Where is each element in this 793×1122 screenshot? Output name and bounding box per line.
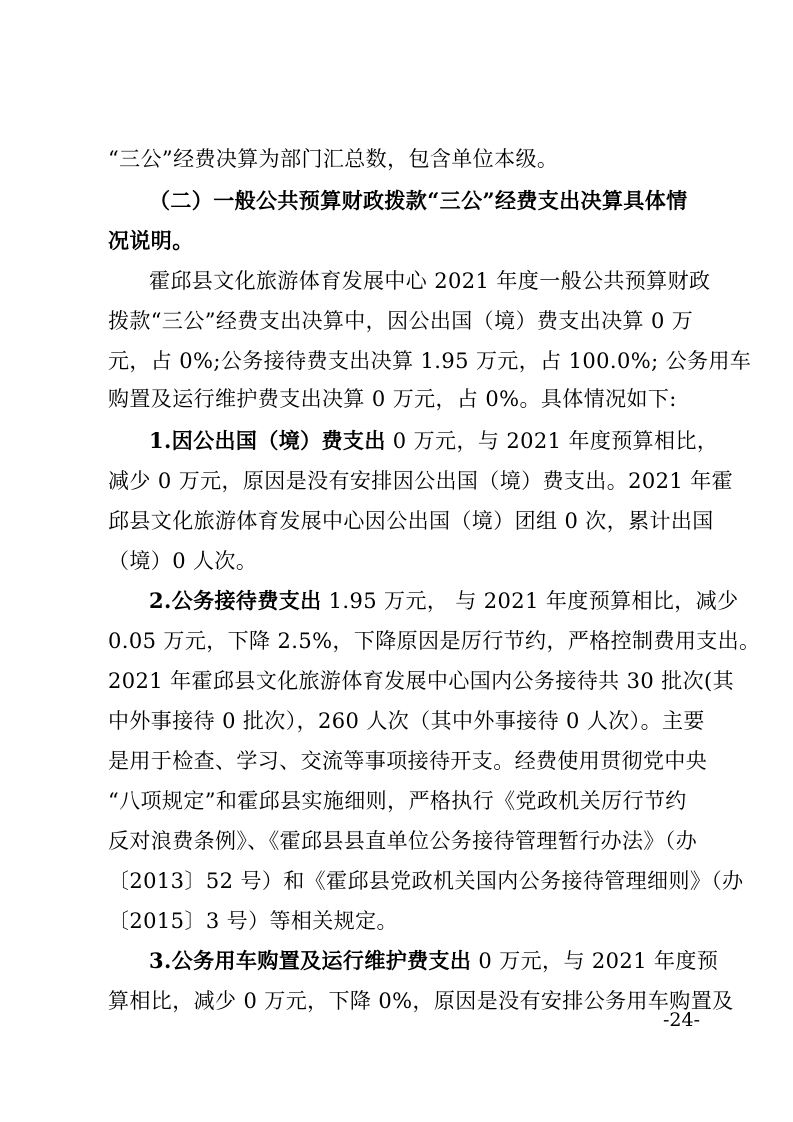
paragraph-line — [108, 986, 734, 1016]
text-span: 算相比，减少 0 万元，下降 0%，原因是没有安排公务用车购置及 — [108, 989, 734, 1013]
section-heading-line — [108, 226, 688, 256]
paragraph-line — [149, 426, 719, 456]
section-heading-line — [149, 186, 688, 216]
text-span: 中外事接待 0 批次），260 人次（其中外事接待 0 人次）。主要 — [108, 709, 705, 733]
heading-span: （二）一般公共预算财政拨款“三公”经费支出决算具体情 — [149, 188, 688, 213]
paragraph-line — [108, 144, 688, 174]
paragraph-line — [108, 546, 688, 576]
text-span: 邱县文化旅游体育发展中心因公出国（境）团组 0 次，累计出国 — [108, 509, 714, 533]
item-heading-span: 1.因公出国（境）费支出 — [149, 428, 386, 453]
text-span: （境）0 人次。 — [108, 549, 258, 573]
text-span: 0.05 万元，下降 2.5%，下降原因是厉行节约，严格控制费用支出。 — [108, 629, 761, 653]
text-span: 霍邱县文化旅游体育发展中心 2021 年度一般公共预算财政 — [149, 269, 711, 293]
paragraph-line — [108, 906, 688, 936]
paragraph-line — [108, 706, 705, 736]
paragraph-line — [108, 746, 708, 776]
text-span: 反对浪费条例》、《霍邱县县直单位公务接待管理暂行办法》（办 — [108, 829, 698, 853]
text-span: 〔2015〕3 号）等相关规定。 — [108, 909, 398, 933]
text-span: 1.95 万元， 与 2021 年度预算相比，减少 — [321, 589, 739, 613]
text-span: 2021 年霍邱县文化旅游体育发展中心国内公务接待共 30 批次(其 — [108, 669, 734, 693]
item-heading-span: 2.公务接待费支出 — [149, 588, 322, 613]
paragraph-line — [108, 666, 734, 696]
text-span: 0 万元，与 2021 年度预 — [471, 949, 719, 973]
text-span: 购置及运行维护费支出决算 0 万元，占 0%。具体情况如下: — [108, 387, 677, 411]
paragraph-line — [108, 626, 761, 656]
paragraph-line — [108, 826, 698, 856]
paragraph-line — [149, 946, 719, 976]
text-span: “三公”经费决算为部门汇总数，包含单位本级。 — [108, 147, 559, 171]
text-span: “八项规定”和霍邱县实施细则，严格执行《党政机关厉行节约 — [108, 789, 687, 813]
paragraph-line — [108, 466, 734, 496]
paragraph-line — [108, 306, 694, 336]
text-span: 〔2013〕52 号）和《霍邱县党政机关国内公务接待管理细则》（办 — [108, 869, 744, 893]
text-span: 元，占 0%;公务接待费支出决算 1.95 万元，占 100.0%; 公务用车 — [108, 349, 752, 373]
paragraph-line — [149, 586, 739, 616]
text-span: 0 万元，与 2021 年度预算相比， — [385, 429, 719, 453]
paragraph-line — [108, 866, 744, 896]
paragraph-line — [108, 506, 714, 536]
paragraph-line — [149, 266, 711, 296]
text-span: 拨款“三公”经费支出决算中，因公出国（境）费支出决算 0 万 — [108, 309, 694, 333]
item-heading-span: 3.公务用车购置及运行维护费支出 — [149, 948, 472, 973]
paragraph-line — [108, 384, 688, 414]
paragraph-line — [108, 346, 752, 376]
page-number: -24- — [662, 1009, 700, 1031]
text-span: 是用于检查、学习、交流等事项接待开支。经费使用贯彻党中央 — [108, 749, 708, 773]
heading-span: 况说明。 — [108, 228, 194, 253]
paragraph-line — [108, 786, 688, 816]
text-span: 减少 0 万元，原因是没有安排因公出国（境）费支出。2021 年霍 — [108, 469, 734, 493]
